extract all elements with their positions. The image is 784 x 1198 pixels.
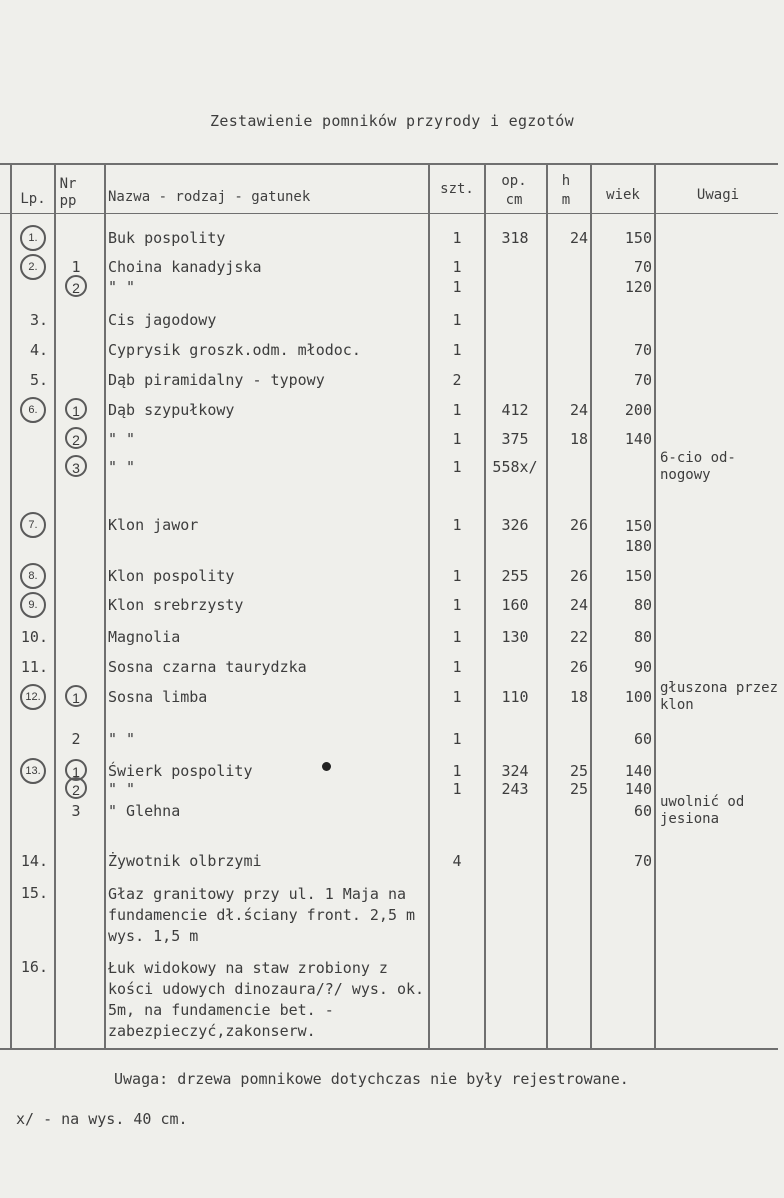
cell-szt: 1 <box>452 567 462 585</box>
cell-name: Cis jagodowy <box>108 311 217 329</box>
cell-op: 130 <box>501 628 529 646</box>
cell-name: Choina kanadyjska <box>108 258 262 276</box>
circled-number: 9. <box>20 592 46 618</box>
cell-szt: 1 <box>452 730 462 748</box>
cell-lp: 5. <box>29 371 48 389</box>
circled-number: 1. <box>20 225 46 251</box>
circled-number: 2 <box>65 275 87 297</box>
header-nr: Nr pp <box>59 176 77 209</box>
cell-szt: 1 <box>452 341 462 359</box>
cell-h: 25 <box>569 762 588 780</box>
cell-name: " " <box>108 730 136 748</box>
cell-lp <box>20 592 54 618</box>
cell-szt: 1 <box>452 278 462 296</box>
cell-nr: 2 <box>71 730 81 748</box>
header-uwagi: Uwagi <box>696 187 740 203</box>
cell-wiek: 60 <box>633 802 652 820</box>
cell-lp: 10. <box>20 628 48 646</box>
page-title: Zestawienie pomników przyrody i egzotów <box>210 112 574 130</box>
cell-lp: 16. <box>20 958 48 976</box>
cell-wiek: 90 <box>633 658 652 676</box>
cell-name: Klon jawor <box>108 516 199 534</box>
ink-blot <box>322 762 331 771</box>
cell-h: 22 <box>569 628 588 646</box>
cell-name: Dąb piramidalny - typowy <box>108 371 325 389</box>
header-op: op. cm <box>501 173 527 208</box>
cell-name: Sosna czarna taurydzka <box>108 658 307 676</box>
cell-name: Sosna limba <box>108 688 208 706</box>
cell-op: 412 <box>501 401 529 419</box>
circled-number: 1 <box>65 398 87 420</box>
cell-name: Klon pospolity <box>108 567 235 585</box>
cell-szt: 1 <box>452 516 462 534</box>
cell-wiek: 200 <box>624 401 652 419</box>
cell-nr <box>58 398 94 420</box>
cell-szt: 1 <box>452 458 462 476</box>
col-rule <box>654 163 656 1050</box>
cell-wiek: 140 <box>624 780 652 798</box>
cell-szt: 1 <box>452 229 462 247</box>
cell-name: Klon srebrzysty <box>108 596 244 614</box>
cell-lp: 15. <box>20 884 48 902</box>
table-bottom-rule <box>0 1048 778 1050</box>
col-rule <box>10 163 12 1050</box>
cell-lp: 14. <box>20 852 48 870</box>
note-text: Uwaga: drzewa pomnikowe dotychczas nie były rejestrowane. <box>114 1070 629 1088</box>
cell-nr: 3 <box>71 802 81 820</box>
circled-number: 7. <box>20 512 46 538</box>
cell-h: 24 <box>569 596 588 614</box>
cell-op: 243 <box>501 780 529 798</box>
cell-szt: 1 <box>452 258 462 276</box>
cell-name: Dąb szypułkowy <box>108 401 235 419</box>
cell-wiek: 120 <box>624 278 652 296</box>
cell-szt: 1 <box>452 688 462 706</box>
cell-lp <box>20 684 54 710</box>
col-rule <box>54 163 56 1050</box>
cell-op: 160 <box>501 596 529 614</box>
cell-h: 24 <box>569 229 588 247</box>
cell-nr <box>58 275 94 297</box>
cell-lp <box>20 758 54 784</box>
header-name: Nazwa - rodzaj - gatunek <box>108 189 311 205</box>
cell-szt: 1 <box>452 762 462 780</box>
header-bottom-rule <box>0 213 778 214</box>
cell-szt: 1 <box>452 596 462 614</box>
cell-wiek: 80 <box>633 628 652 646</box>
circled-number: 2 <box>65 777 87 799</box>
cell-wiek: 80 <box>633 596 652 614</box>
cell-op: 318 <box>501 229 529 247</box>
cell-uwagi: uwolnić od jesiona <box>660 794 745 827</box>
circled-number: 2 <box>65 427 87 449</box>
cell-szt: 1 <box>452 628 462 646</box>
cell-szt: 1 <box>452 430 462 448</box>
cell-op: 326 <box>501 516 529 534</box>
cell-lp <box>20 225 54 251</box>
cell-szt: 4 <box>452 852 462 870</box>
cell-wiek: 150 <box>624 567 652 585</box>
cell-uwagi: 6-cio od- nogowy <box>660 450 736 483</box>
col-rule <box>590 163 592 1050</box>
cell-lp <box>20 254 54 280</box>
circled-number: 3 <box>65 455 87 477</box>
cell-szt: 1 <box>452 780 462 798</box>
circled-number: 1 <box>65 685 87 707</box>
cell-op: 324 <box>501 762 529 780</box>
cell-nr <box>58 777 94 799</box>
cell-szt: 1 <box>452 311 462 329</box>
cell-h: 26 <box>569 516 588 534</box>
cell-h: 25 <box>569 780 588 798</box>
cell-h: 18 <box>569 688 588 706</box>
cell-wiek: 70 <box>633 852 652 870</box>
cell-wiek: 70 <box>633 371 652 389</box>
cell-lp: 3. <box>29 311 48 329</box>
cell-wiek: 100 <box>624 688 652 706</box>
col-rule <box>104 163 106 1050</box>
cell-name: Cyprysik groszk.odm. młodoc. <box>108 341 361 359</box>
cell-szt: 1 <box>452 401 462 419</box>
cell-lp <box>20 397 54 423</box>
header-lp: Lp. <box>20 191 46 207</box>
cell-szt: 2 <box>452 371 462 389</box>
table-top-rule <box>0 163 778 165</box>
cell-op: 110 <box>501 688 529 706</box>
cell-wiek: 60 <box>633 730 652 748</box>
cell-wiek: 70 <box>633 341 652 359</box>
cell-h: 26 <box>569 567 588 585</box>
cell-wiek: 140 <box>624 762 652 780</box>
cell-lp: 11. <box>20 658 48 676</box>
cell-name: " " <box>108 278 136 296</box>
cell-wiek: 150 180 <box>624 517 652 555</box>
cell-op: 255 <box>501 567 529 585</box>
cell-name: " Glehna <box>108 802 181 820</box>
cell-szt: 1 <box>452 658 462 676</box>
cell-name: Buk pospolity <box>108 229 226 247</box>
cell-lp: 4. <box>29 341 48 359</box>
cell-nr: 1 <box>71 258 81 276</box>
cell-uwagi: głuszona przez klon <box>660 680 779 713</box>
cell-op: 375 <box>501 430 529 448</box>
cell-name: Żywotnik olbrzymi <box>108 852 262 870</box>
header-szt: szt. <box>440 181 474 197</box>
cell-nr <box>58 685 94 707</box>
circled-number: 13. <box>20 758 46 784</box>
cell-name: Świerk pospolity <box>108 762 253 780</box>
cell-h: 26 <box>569 658 588 676</box>
cell-wiek: 70 <box>633 258 652 276</box>
circled-number: 6. <box>20 397 46 423</box>
cell-nr <box>58 455 94 477</box>
footnote-text: x/ - na wys. 40 cm. <box>16 1110 188 1128</box>
cell-name: Łuk widokowy na staw zrobiony z kości udowych dinozaura/?/ wys. ok. 5m, na fundamencie bet. - zabezpieczyć,zakonserw. <box>108 959 425 1040</box>
cell-name: " " <box>108 458 136 476</box>
cell-name: Magnolia <box>108 628 181 646</box>
circled-number: 8. <box>20 563 46 589</box>
cell-h: 18 <box>569 430 588 448</box>
cell-op: 558x/ <box>492 458 538 476</box>
cell-name: " " <box>108 430 136 448</box>
circled-number: 2. <box>20 254 46 280</box>
cell-nr <box>58 427 94 449</box>
cell-name: Głaz granitowy przy ul. 1 Maja na fundamencie dł.ściany front. 2,5 m wys. 1,5 m <box>108 885 416 945</box>
cell-wiek: 150 <box>624 229 652 247</box>
header-wiek: wiek <box>606 187 640 203</box>
circled-number: 12. <box>20 684 46 710</box>
cell-name: " " <box>108 780 136 798</box>
cell-lp <box>20 563 54 589</box>
circled-number: 1 <box>65 759 87 781</box>
cell-h: 24 <box>569 401 588 419</box>
header-h: h m <box>561 173 571 208</box>
cell-lp <box>20 512 54 538</box>
cell-wiek: 140 <box>624 430 652 448</box>
